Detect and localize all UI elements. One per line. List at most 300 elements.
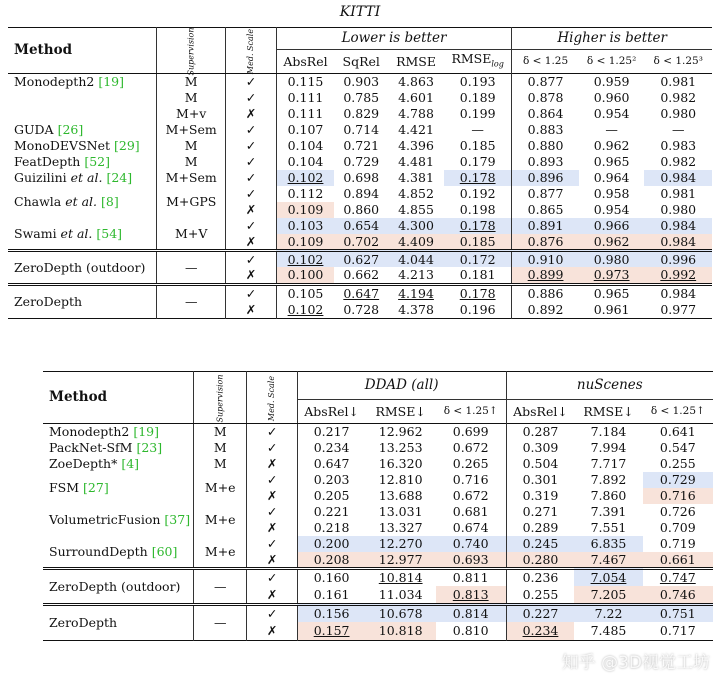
- method-name: [43, 604, 194, 640]
- value-cell: 0.964: [593, 170, 630, 185]
- value-cell: 4.855: [398, 202, 434, 217]
- value-cell: 0.880: [527, 138, 564, 153]
- method-name: [43, 472, 194, 504]
- value-cell: 12.977: [366, 552, 436, 569]
- value-cell: 0.647: [313, 456, 350, 471]
- value-cell: 0.878: [527, 90, 564, 105]
- value-cell: 7.22: [574, 604, 642, 622]
- value-cell: 0.245: [506, 536, 574, 552]
- scale-cell: ✓: [247, 472, 297, 488]
- metric2-delta: δ < 1.25↑: [436, 400, 506, 424]
- value-cell: 0.208: [297, 552, 365, 569]
- scale-cell: ✓: [247, 568, 297, 586]
- table-row: [8, 186, 712, 202]
- value-cell: 0.961: [593, 301, 630, 317]
- value-cell: 7.054: [574, 568, 642, 586]
- value-cell: 0.102: [276, 250, 334, 267]
- method-name: [43, 456, 194, 472]
- value-cell: 0.981: [660, 74, 697, 90]
- value-cell: 0.751: [643, 604, 713, 622]
- scale-cell: ✓: [226, 154, 276, 170]
- value-cell: 0.271: [522, 504, 559, 519]
- value-cell: 0.891: [512, 218, 579, 234]
- citation-link[interactable]: [37]: [164, 512, 191, 527]
- method-label: PackNet-SfM: [49, 440, 133, 455]
- value-cell: 0.954: [593, 106, 630, 121]
- value-cell: 0.984: [644, 218, 712, 234]
- value-cell: 13.327: [378, 520, 423, 535]
- citation-link[interactable]: [24]: [106, 170, 133, 185]
- table-row: [8, 138, 712, 154]
- value-cell: 0.672: [436, 488, 506, 504]
- value-cell: 10.814: [378, 570, 423, 586]
- col-medscale-2: Med. Scale: [267, 375, 277, 422]
- value-cell: 0.161: [313, 586, 350, 602]
- value-cell: 13.031: [378, 504, 423, 519]
- value-cell: 0.662: [343, 267, 380, 283]
- value-cell: 0.547: [659, 440, 696, 455]
- value-cell: 0.965: [593, 285, 630, 301]
- value-cell: 0.729: [343, 154, 380, 169]
- value-cell: 0.627: [334, 250, 388, 267]
- value-cell: 0.894: [343, 186, 380, 201]
- value-cell: 0.983: [660, 138, 697, 153]
- value-cell: 0.740: [436, 536, 506, 552]
- value-cell: 0.746: [643, 586, 713, 604]
- scale-cell: ✗: [247, 456, 297, 472]
- supervision-cell: M: [194, 440, 247, 456]
- value-cell: 0.661: [643, 552, 713, 569]
- value-cell: 0.893: [527, 154, 564, 169]
- method-name: [8, 186, 156, 218]
- col-method-2: Method: [43, 372, 194, 424]
- citation-link[interactable]: [54]: [96, 225, 123, 241]
- value-cell: 0.218: [313, 520, 350, 535]
- scale-cell: ✓: [247, 424, 297, 440]
- value-cell: 4.788: [398, 106, 434, 121]
- value-cell: 0.977: [660, 301, 697, 317]
- table-row: [8, 218, 712, 234]
- value-cell: 0.992: [644, 267, 712, 284]
- table-row: [43, 604, 713, 622]
- supervision-cell: M: [156, 74, 226, 90]
- value-cell: 0.178: [444, 218, 512, 234]
- value-cell: 4.421: [398, 122, 434, 137]
- group-nuscenes: nuScenes: [506, 372, 713, 400]
- group-higher: Higher is better: [512, 28, 712, 50]
- supervision-cell: M: [156, 138, 226, 154]
- kitti-table: [8, 27, 712, 319]
- metric-delta2: δ < 1.25²: [586, 55, 637, 67]
- method-label: Chawla et al.: [14, 194, 98, 209]
- metric-delta3: δ < 1.25³: [653, 55, 703, 67]
- value-cell: 4.300: [388, 218, 444, 234]
- value-cell: 0.109: [276, 202, 334, 218]
- value-cell: 0.747: [659, 570, 696, 586]
- supervision-cell: M: [156, 90, 226, 106]
- table-row: [8, 250, 712, 267]
- method-name: [8, 218, 156, 251]
- value-cell: 0.674: [436, 520, 506, 536]
- scale-cell: ✓: [226, 170, 276, 186]
- method-label: ZeroDepth: [49, 615, 118, 630]
- value-cell: 0.109: [276, 234, 334, 251]
- method-label: Swami et al.: [14, 225, 93, 241]
- method-name: [8, 138, 156, 154]
- value-cell: 0.189: [444, 90, 512, 106]
- value-cell: 0.699: [436, 424, 506, 440]
- method-label: FSM: [49, 480, 80, 495]
- value-cell: 16.320: [378, 456, 423, 471]
- method-name: [43, 536, 194, 569]
- value-cell: 0.107: [287, 122, 324, 137]
- scale-cell: ✗: [247, 552, 297, 569]
- value-cell: 0.910: [512, 250, 579, 267]
- value-cell: 0.289: [522, 520, 559, 535]
- value-cell: 0.959: [593, 74, 630, 90]
- supervision-cell: —: [156, 250, 226, 284]
- table-row: [8, 154, 712, 170]
- table-row: [43, 440, 713, 456]
- value-cell: 0.702: [334, 234, 388, 251]
- value-cell: 0.681: [436, 504, 506, 520]
- metric3-delta: δ < 1.25↑: [650, 405, 705, 417]
- value-cell: 0.960: [593, 90, 630, 105]
- metric2-rmse: RMSE↓: [375, 404, 426, 419]
- value-cell: 0.199: [444, 106, 512, 122]
- value-cell: 0.984: [660, 285, 697, 301]
- value-cell: 0.319: [522, 488, 559, 503]
- value-cell: 0.886: [527, 285, 564, 301]
- value-cell: 0.100: [276, 267, 334, 284]
- value-cell: 0.709: [659, 520, 696, 535]
- table-row: [43, 456, 713, 472]
- scale-cell: ✓: [226, 74, 276, 90]
- value-cell: 0.980: [660, 202, 697, 217]
- supervision-cell: M: [194, 424, 247, 440]
- value-cell: 0.280: [506, 552, 574, 569]
- scale-cell: ✓: [226, 218, 276, 234]
- col-supervision: Supervision: [186, 27, 196, 76]
- value-cell: 0.185: [444, 138, 512, 154]
- value-cell: 7.485: [590, 623, 627, 639]
- value-cell: 0.198: [444, 202, 512, 218]
- value-cell: —: [444, 122, 512, 138]
- scale-cell: ✗: [226, 202, 276, 218]
- value-cell: 0.504: [522, 456, 559, 471]
- value-cell: 0.103: [276, 218, 334, 234]
- value-cell: 0.234: [313, 440, 350, 455]
- value-cell: 0.196: [444, 301, 512, 318]
- value-cell: 4.852: [398, 186, 434, 201]
- value-cell: 0.104: [287, 138, 324, 153]
- value-cell: 0.227: [506, 604, 574, 622]
- scale-cell: ✓: [226, 186, 276, 202]
- value-cell: 0.265: [436, 456, 506, 472]
- value-cell: 0.236: [522, 570, 559, 586]
- value-cell: 0.876: [512, 234, 579, 251]
- value-cell: 0.179: [444, 154, 512, 170]
- value-cell: 4.409: [388, 234, 444, 251]
- scale-cell: ✓: [226, 122, 276, 138]
- value-cell: 4.381: [398, 170, 434, 185]
- value-cell: 0.813: [436, 586, 506, 604]
- value-cell: 4.194: [398, 285, 434, 301]
- table-row: [43, 424, 713, 440]
- value-cell: 0.814: [436, 604, 506, 622]
- supervision-cell: M+e: [194, 536, 247, 569]
- value-cell: 4.601: [398, 90, 434, 105]
- method-label: ZeroDepth (outdoor): [49, 578, 181, 594]
- scale-cell: ✗: [247, 520, 297, 536]
- value-cell: 0.641: [659, 424, 696, 440]
- value-cell: 0.717: [659, 623, 696, 639]
- value-cell: 0.966: [579, 218, 645, 234]
- value-cell: 0.962: [579, 234, 645, 251]
- method-label: MonoDEVSNet: [14, 138, 110, 153]
- value-cell: 0.719: [659, 536, 696, 551]
- value-cell: 7.892: [590, 472, 627, 487]
- value-cell: 0.896: [512, 170, 579, 186]
- value-cell: 4.481: [398, 154, 434, 169]
- method-name: [8, 90, 156, 122]
- value-cell: 0.185: [444, 234, 512, 251]
- scale-cell: ✓: [247, 504, 297, 520]
- method-label: Guizilini et al.: [14, 170, 103, 185]
- value-cell: 0.958: [593, 186, 630, 201]
- value-cell: 0.160: [313, 570, 350, 586]
- value-cell: 0.181: [444, 267, 512, 284]
- value-cell: 0.883: [527, 122, 564, 137]
- scale-cell: ✓: [247, 604, 297, 622]
- table-row: [8, 284, 712, 301]
- value-cell: 4.378: [398, 301, 434, 317]
- value-cell: 7.994: [590, 440, 627, 455]
- supervision-cell: M+Sem: [156, 122, 226, 138]
- value-cell: 0.105: [287, 285, 324, 301]
- table-row: [43, 472, 713, 488]
- value-cell: 0.255: [659, 456, 696, 471]
- scale-cell: ✓: [226, 284, 276, 301]
- value-cell: 0.860: [343, 202, 380, 217]
- supervision-cell: M+e: [194, 504, 247, 536]
- value-cell: 0.716: [643, 488, 713, 504]
- value-cell: 7.860: [590, 488, 627, 503]
- value-cell: 0.864: [527, 106, 564, 121]
- citation-link[interactable]: [4]: [121, 456, 140, 471]
- value-cell: 0.203: [313, 472, 350, 487]
- method-name: [8, 122, 156, 138]
- value-cell: 0.728: [343, 301, 380, 317]
- value-cell: 0.102: [276, 170, 334, 186]
- metric-delta1: δ < 1.25: [522, 55, 569, 67]
- value-cell: 0.693: [436, 552, 506, 569]
- metric3-rmse: RMSE↓: [583, 404, 634, 419]
- method-name: [43, 504, 194, 536]
- value-cell: 0.217: [313, 424, 350, 440]
- value-cell: 0.112: [287, 186, 324, 201]
- value-cell: 7.467: [574, 552, 642, 569]
- value-cell: 0.980: [660, 106, 697, 121]
- supervision-cell: M+v: [156, 106, 226, 122]
- method-name: [43, 440, 194, 456]
- value-cell: 0.178: [444, 284, 512, 301]
- col-method: Method: [8, 28, 156, 74]
- value-cell: 0.102: [287, 301, 324, 317]
- metric-absrel: AbsRel: [283, 54, 328, 69]
- value-cell: 0.810: [436, 622, 506, 640]
- value-cell: 4.044: [388, 250, 444, 267]
- scale-cell: ✗: [247, 488, 297, 504]
- value-cell: 0.192: [444, 186, 512, 202]
- value-cell: 0.156: [297, 604, 365, 622]
- value-cell: 10.818: [366, 622, 436, 640]
- value-cell: 0.111: [287, 106, 324, 121]
- method-name: [43, 424, 194, 440]
- value-cell: 0.973: [579, 267, 645, 284]
- citation-link[interactable]: [26]: [57, 122, 84, 137]
- method-label: Monodepth2: [49, 424, 130, 440]
- scale-cell: ✓: [226, 250, 276, 267]
- value-cell: 0.193: [444, 74, 512, 90]
- method-label: ZeroDepth: [14, 294, 83, 309]
- group-lower: Lower is better: [276, 28, 512, 50]
- metric2-absrel: AbsRel↓: [304, 404, 359, 419]
- value-cell: 0.157: [297, 622, 365, 640]
- value-cell: 0.877: [527, 74, 564, 90]
- value-cell: 0.785: [343, 90, 380, 105]
- table-row: [8, 170, 712, 186]
- value-cell: —: [671, 122, 685, 137]
- citation-link[interactable]: [19]: [133, 424, 159, 440]
- value-cell: 7.551: [590, 520, 627, 535]
- value-cell: 0.996: [644, 250, 712, 267]
- value-cell: 0.205: [313, 488, 350, 503]
- value-cell: 7.184: [590, 424, 627, 440]
- scale-cell: ✓: [247, 440, 297, 456]
- table-row: [43, 504, 713, 520]
- value-cell: 0.877: [527, 186, 564, 201]
- table-row: [43, 568, 713, 586]
- value-cell: 0.981: [660, 186, 697, 201]
- supervision-cell: —: [194, 604, 247, 640]
- value-cell: 11.034: [378, 586, 423, 602]
- value-cell: 0.965: [593, 154, 630, 169]
- value-cell: 4.396: [398, 138, 434, 153]
- method-name: [8, 250, 156, 284]
- citation-link[interactable]: [52]: [84, 154, 111, 169]
- scale-cell: ✗: [226, 234, 276, 251]
- value-cell: 7.391: [590, 504, 627, 519]
- method-label: Monodepth2: [14, 74, 95, 90]
- method-label: GUDA: [14, 122, 54, 137]
- value-cell: 12.962: [378, 424, 423, 440]
- value-cell: 0.721: [343, 138, 380, 153]
- value-cell: 0.178: [444, 170, 512, 186]
- value-cell: 0.172: [444, 250, 512, 267]
- value-cell: 0.899: [512, 267, 579, 284]
- value-cell: 0.954: [593, 202, 630, 217]
- citation-link[interactable]: [19]: [98, 74, 124, 90]
- scale-cell: ✓: [247, 536, 297, 552]
- supervision-cell: —: [156, 284, 226, 318]
- value-cell: 13.688: [378, 488, 423, 503]
- value-cell: 0.984: [644, 170, 712, 186]
- value-cell: 0.287: [522, 424, 559, 440]
- value-cell: 0.221: [313, 504, 350, 519]
- value-cell: 0.903: [343, 74, 380, 90]
- supervision-cell: M: [156, 154, 226, 170]
- value-cell: 0.309: [522, 440, 559, 455]
- value-cell: 0.865: [527, 202, 564, 217]
- scale-cell: ✓: [226, 138, 276, 154]
- scale-cell: ✗: [226, 267, 276, 284]
- method-name: [8, 74, 156, 90]
- supervision-cell: M: [194, 456, 247, 472]
- metric-rmse-log: $RMSE_{log}$: [444, 50, 512, 74]
- method-label: VolumetricFusion: [49, 512, 161, 527]
- value-cell: 0.301: [522, 472, 559, 487]
- scale-cell: ✗: [247, 586, 297, 604]
- table-row: [43, 536, 713, 552]
- value-cell: 0.726: [659, 504, 696, 519]
- value-cell: 0.115: [287, 74, 324, 90]
- value-cell: 0.962: [593, 138, 630, 153]
- value-cell: 13.253: [378, 440, 423, 455]
- col-supervision-2: Supervision: [215, 374, 225, 423]
- value-cell: 0.714: [343, 122, 380, 137]
- method-label: FeatDepth: [14, 154, 81, 169]
- value-cell: 12.270: [366, 536, 436, 552]
- value-cell: 0.811: [436, 568, 506, 586]
- supervision-cell: M+V: [156, 218, 226, 251]
- citation-link[interactable]: [60]: [151, 543, 178, 559]
- table-row: [8, 122, 712, 138]
- citation-link[interactable]: [8]: [101, 194, 119, 209]
- value-cell: 0.234: [506, 622, 574, 640]
- value-cell: 6.835: [574, 536, 642, 552]
- value-cell: 0.200: [297, 536, 365, 552]
- table-row: [8, 90, 712, 106]
- value-cell: 7.205: [574, 586, 642, 604]
- value-cell: 0.698: [343, 170, 380, 185]
- method-name: [43, 568, 194, 604]
- scale-cell: ✓: [226, 90, 276, 106]
- table-row: [8, 74, 712, 90]
- citation-link[interactable]: [23]: [136, 440, 163, 455]
- method-label: ZeroDepth (outdoor): [14, 259, 146, 275]
- supervision-cell: M+Sem: [156, 170, 226, 186]
- metric3-absrel: AbsRel↓: [513, 404, 568, 419]
- value-cell: 0.111: [287, 90, 324, 105]
- supervision-cell: M+GPS: [156, 186, 226, 218]
- method-name: [8, 284, 156, 318]
- citation-link[interactable]: [27]: [83, 480, 109, 495]
- value-cell: 0.984: [644, 234, 712, 251]
- value-cell: —: [605, 122, 618, 137]
- value-cell: 4.213: [398, 267, 434, 283]
- value-cell: 0.892: [527, 301, 564, 317]
- metric-sqrel: SqRel: [342, 54, 380, 69]
- value-cell: 0.982: [660, 154, 697, 169]
- scale-cell: ✗: [247, 622, 297, 640]
- ddad-nuscenes-table: [43, 371, 713, 641]
- supervision-cell: M+e: [194, 472, 247, 504]
- value-cell: 0.654: [334, 218, 388, 234]
- citation-link[interactable]: [29]: [113, 138, 140, 153]
- col-medscale: Med. Scale: [246, 28, 256, 75]
- method-name: [8, 170, 156, 186]
